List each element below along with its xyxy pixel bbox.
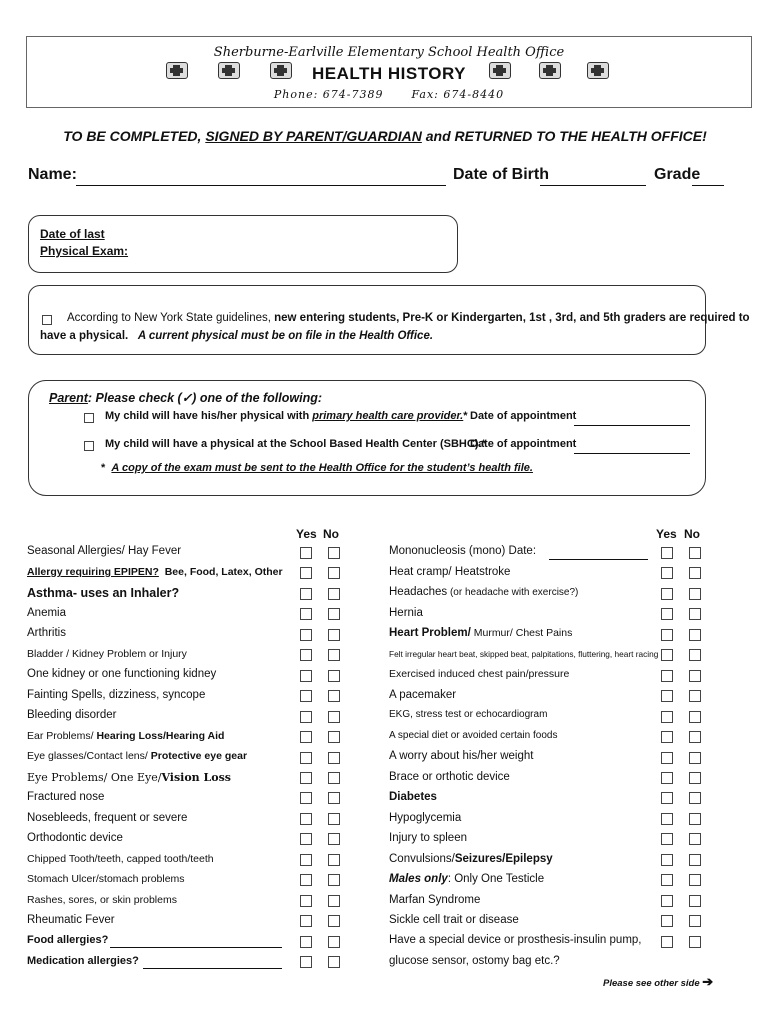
guidelines-line1 <box>67 312 750 324</box>
condition-label: Asthma- uses an Inhaler? <box>27 586 180 600</box>
no-checkbox[interactable] <box>328 629 340 641</box>
condition-label: Injury to spleen <box>389 832 467 844</box>
eyeglasses-label: Eye glasses/Contact lens/ <box>27 750 151 762</box>
yes-checkbox[interactable] <box>661 711 673 723</box>
no-checkbox[interactable] <box>689 608 701 620</box>
yes-checkbox[interactable] <box>661 833 673 845</box>
option1-date-field[interactable] <box>574 424 690 426</box>
no-checkbox[interactable] <box>328 608 340 620</box>
parent-note-text: A copy of the exam must be sent to the Health Office for the student’s health file. <box>111 462 533 474</box>
condition-label: Seasonal Allergies/ Hay Fever <box>27 545 182 557</box>
guidelines-line2-bold: have a physical. <box>40 330 129 342</box>
condition-label: Food allergies? <box>27 934 109 946</box>
condition-label: Stomach Ulcer/stomach problems <box>27 873 185 885</box>
epipen-label: Allergy requiring EPIPEN? <box>27 566 159 578</box>
yes-checkbox[interactable] <box>661 854 673 866</box>
yes-checkbox[interactable] <box>300 731 312 743</box>
dob-label: Date of Birth <box>453 166 549 183</box>
name-label: Name: <box>28 166 77 183</box>
no-checkbox[interactable] <box>689 792 701 804</box>
instructions-underlined: SIGNED BY PARENT/GUARDIAN <box>205 128 422 144</box>
no-checkbox[interactable] <box>328 874 340 886</box>
yes-checkbox[interactable] <box>661 772 673 784</box>
condition-label: Fractured nose <box>27 791 105 803</box>
condition-label: Marfan Syndrome <box>389 894 481 906</box>
condition-label: Diabetes <box>389 791 437 803</box>
parent-prompt-text: : Please check (✓) one of the following: <box>87 391 323 405</box>
no-checkbox[interactable] <box>689 649 701 661</box>
see-other-side-text: Please see other side <box>603 978 700 989</box>
condition-label: Anemia <box>27 607 66 619</box>
medication-allergies-field[interactable] <box>143 967 282 969</box>
physical-exam-label <box>40 226 128 260</box>
left-no-header: No <box>323 527 339 541</box>
yes-checkbox[interactable] <box>300 690 312 702</box>
no-checkbox[interactable] <box>689 567 701 579</box>
no-checkbox[interactable] <box>328 588 340 600</box>
condition-label: A special diet or avoided certain foods <box>389 730 558 741</box>
option1-date-label: Date of appointment <box>470 410 577 422</box>
no-checkbox[interactable] <box>689 895 701 907</box>
condition-label: Orthodontic device <box>27 832 123 844</box>
no-checkbox[interactable] <box>689 915 701 927</box>
parent-section-box <box>28 380 706 496</box>
no-checkbox[interactable] <box>689 547 701 559</box>
yes-checkbox[interactable] <box>300 670 312 682</box>
condition-label: A worry about his/her weight <box>389 750 534 762</box>
physical-exam-box[interactable] <box>28 215 458 273</box>
no-checkbox[interactable] <box>328 915 340 927</box>
condition-label: One kidney or one functioning kidney <box>27 668 217 680</box>
no-checkbox[interactable] <box>689 629 701 641</box>
condition-label <box>389 627 572 639</box>
yes-checkbox[interactable] <box>300 915 312 927</box>
yes-checkbox[interactable] <box>300 854 312 866</box>
condition-label: Medication allergies? <box>27 955 139 967</box>
header-box <box>26 36 752 108</box>
no-checkbox[interactable] <box>328 731 340 743</box>
headache-note: (or headache with exercise?) <box>447 587 579 598</box>
condition-label: Have a special device or prosthesis-insulin pump, <box>389 934 642 946</box>
option2-label: My child will have a physical at the School Based Health Center (SBHC).* <box>105 438 486 450</box>
yes-checkbox[interactable] <box>661 752 673 764</box>
eyegear-label: Protective eye gear <box>150 750 248 762</box>
condition-label <box>27 771 231 784</box>
no-checkbox[interactable] <box>689 874 701 886</box>
no-checkbox[interactable] <box>689 670 701 682</box>
no-checkbox[interactable] <box>328 813 340 825</box>
no-checkbox[interactable] <box>689 772 701 784</box>
no-checkbox[interactable] <box>328 711 340 723</box>
yes-checkbox[interactable] <box>300 608 312 620</box>
form-title: HEALTH HISTORY <box>311 64 467 83</box>
instructions-post: and RETURNED TO THE HEALTH OFFICE! <box>421 128 707 144</box>
males-label: Males only <box>389 873 448 885</box>
guidelines-line2-italic: A current physical must be on file in the Health Office. <box>137 330 434 342</box>
condition-label: Bladder / Kidney Problem or Injury <box>27 648 187 660</box>
heart-label: Heart Problem/ <box>389 627 471 639</box>
condition-label: Chipped Tooth/teeth, capped tooth/teeth <box>27 853 214 865</box>
first-aid-kit-icon <box>489 62 511 79</box>
condition-label <box>27 566 283 578</box>
no-checkbox[interactable] <box>328 895 340 907</box>
yes-checkbox[interactable] <box>300 629 312 641</box>
no-checkbox[interactable] <box>328 670 340 682</box>
no-checkbox[interactable] <box>328 690 340 702</box>
yes-checkbox[interactable] <box>300 547 312 559</box>
condition-label: Bleeding disorder <box>27 709 117 721</box>
parent-note <box>101 462 533 474</box>
instructions <box>0 128 770 144</box>
yes-checkbox[interactable] <box>300 711 312 723</box>
school-name: Sherburne-Earlville Elementary School Health Office <box>213 45 565 60</box>
seizures-label: Seizures/Epilepsy <box>454 853 553 865</box>
condition-label: Mononucleosis (mono) Date: <box>389 545 537 557</box>
condition-label: Fainting Spells, dizziness, syncope <box>27 689 206 701</box>
yes-checkbox[interactable] <box>661 567 673 579</box>
no-checkbox[interactable] <box>328 956 340 968</box>
condition-label: Rashes, sores, or skin problems <box>27 894 177 906</box>
condition-label: Brace or orthotic device <box>389 771 510 783</box>
no-checkbox[interactable] <box>328 772 340 784</box>
mono-date-field[interactable] <box>549 558 648 560</box>
yes-checkbox[interactable] <box>661 915 673 927</box>
guidelines-bold: new entering students, Pre-K or Kindergarten, 1st , 3rd, and 5th graders are required to <box>274 312 750 324</box>
see-other-side <box>603 974 713 990</box>
yes-checkbox[interactable] <box>661 588 673 600</box>
yes-checkbox[interactable] <box>661 895 673 907</box>
yes-checkbox[interactable] <box>300 792 312 804</box>
option1-pre: My child will have his/her physical with <box>105 410 313 422</box>
option1-checkbox[interactable] <box>84 413 94 423</box>
arrow-right-icon: ➔ <box>702 974 714 989</box>
condition-label: Hernia <box>389 607 423 619</box>
condition-label: Sickle cell trait or disease <box>389 914 519 926</box>
yes-checkbox[interactable] <box>661 547 673 559</box>
no-checkbox[interactable] <box>328 567 340 579</box>
eye-problems-label: Eye Problems/ One Eye/ <box>27 771 162 784</box>
yes-checkbox[interactable] <box>300 874 312 886</box>
yes-checkbox[interactable] <box>300 813 312 825</box>
ear-label: Ear Problems/ <box>27 730 97 742</box>
yes-checkbox[interactable] <box>661 629 673 641</box>
no-checkbox[interactable] <box>689 731 701 743</box>
yes-checkbox[interactable] <box>300 895 312 907</box>
condition-label: EKG, stress test or echocardiogram <box>389 709 548 720</box>
heart-suffix: Murmur/ Chest Pains <box>470 627 573 639</box>
option1-label <box>105 410 468 422</box>
no-checkbox[interactable] <box>689 690 701 702</box>
no-checkbox[interactable] <box>328 833 340 845</box>
condition-label: Rheumatic Fever <box>27 914 115 926</box>
guidelines-checkbox[interactable] <box>42 315 52 325</box>
condition-label <box>27 750 247 762</box>
condition-label <box>389 853 553 865</box>
parent-note-star: * <box>101 462 106 474</box>
yes-checkbox[interactable] <box>300 649 312 661</box>
dob-field[interactable] <box>540 184 646 186</box>
guidelines-prefix: According to New York State guidelines, <box>67 312 275 324</box>
yes-checkbox[interactable] <box>661 813 673 825</box>
instructions-pre: TO BE COMPLETED, <box>63 128 206 144</box>
epipen-suffix: Bee, Food, Latex, Other <box>164 566 283 578</box>
option2-date-field[interactable] <box>574 452 690 454</box>
guidelines-box <box>28 285 750 355</box>
condition-label: Felt irregular heart beat, skipped beat, palpitations, fluttering, heart racing <box>389 649 659 659</box>
no-checkbox[interactable] <box>689 854 701 866</box>
yes-checkbox[interactable] <box>661 936 673 948</box>
no-checkbox[interactable] <box>689 833 701 845</box>
parent-lead: Parent <box>49 391 88 405</box>
yes-checkbox[interactable] <box>661 792 673 804</box>
first-aid-kit-icon <box>587 62 609 79</box>
option1-provider: primary health care provider. <box>312 410 464 422</box>
name-field[interactable] <box>76 184 446 186</box>
condition-label: Exercised induced chest pain/pressure <box>389 668 570 680</box>
condition-label: A pacemaker <box>389 689 457 701</box>
no-checkbox[interactable] <box>689 588 701 600</box>
option1-post: * <box>463 410 468 422</box>
condition-label <box>389 586 578 598</box>
grade-field[interactable] <box>692 184 724 186</box>
no-checkbox[interactable] <box>328 854 340 866</box>
phone-number: Phone: 674-7389 <box>273 88 384 101</box>
condition-label: Heat cramp/ Heatstroke <box>389 566 511 578</box>
condition-label: Hypoglycemia <box>389 812 462 824</box>
yes-checkbox[interactable] <box>300 936 312 948</box>
yes-checkbox[interactable] <box>300 588 312 600</box>
yes-checkbox[interactable] <box>300 772 312 784</box>
first-aid-kit-icon <box>539 62 561 79</box>
hearing-label: Hearing Loss/Hearing Aid <box>96 730 225 742</box>
condition-label <box>389 873 544 885</box>
males-suffix: : Only One Testicle <box>447 873 545 885</box>
yes-checkbox[interactable] <box>300 833 312 845</box>
convulsions-label: Convulsions/ <box>389 853 455 865</box>
fax-number: Fax: 674-8440 <box>411 88 505 101</box>
condition-label: glucose sensor, ostomy bag etc.? <box>389 955 560 967</box>
yes-checkbox[interactable] <box>661 649 673 661</box>
yes-checkbox[interactable] <box>661 731 673 743</box>
contact-line <box>27 88 751 101</box>
no-checkbox[interactable] <box>328 752 340 764</box>
condition-label: Arthritis <box>27 627 66 639</box>
food-allergies-field[interactable] <box>110 946 282 948</box>
option2-date-label: Date of appointment <box>470 438 577 450</box>
yes-checkbox[interactable] <box>661 874 673 886</box>
no-checkbox[interactable] <box>689 711 701 723</box>
yes-checkbox[interactable] <box>661 690 673 702</box>
yes-checkbox[interactable] <box>300 567 312 579</box>
yes-checkbox[interactable] <box>661 670 673 682</box>
grade-label: Grade <box>654 166 701 183</box>
no-checkbox[interactable] <box>328 792 340 804</box>
no-checkbox[interactable] <box>328 649 340 661</box>
no-checkbox[interactable] <box>328 936 340 948</box>
yes-checkbox[interactable] <box>661 608 673 620</box>
guidelines-line2 <box>40 330 433 342</box>
physical-exam-label-line1: Date of last <box>40 227 105 241</box>
no-checkbox[interactable] <box>689 813 701 825</box>
vision-label: Vision Loss <box>161 771 231 784</box>
yes-checkbox[interactable] <box>300 752 312 764</box>
no-checkbox[interactable] <box>689 936 701 948</box>
yes-checkbox[interactable] <box>300 956 312 968</box>
headaches-label: Headaches <box>389 586 448 598</box>
left-yes-header: Yes <box>296 527 317 541</box>
no-checkbox[interactable] <box>328 547 340 559</box>
parent-prompt <box>49 390 322 405</box>
right-yes-header: Yes <box>656 527 677 541</box>
condition-label: Nosebleeds, frequent or severe <box>27 812 188 824</box>
right-no-header: No <box>684 527 700 541</box>
no-checkbox[interactable] <box>689 752 701 764</box>
physical-exam-label-line2: Physical Exam: <box>40 244 129 258</box>
option2-checkbox[interactable] <box>84 441 94 451</box>
condition-label <box>27 730 224 742</box>
